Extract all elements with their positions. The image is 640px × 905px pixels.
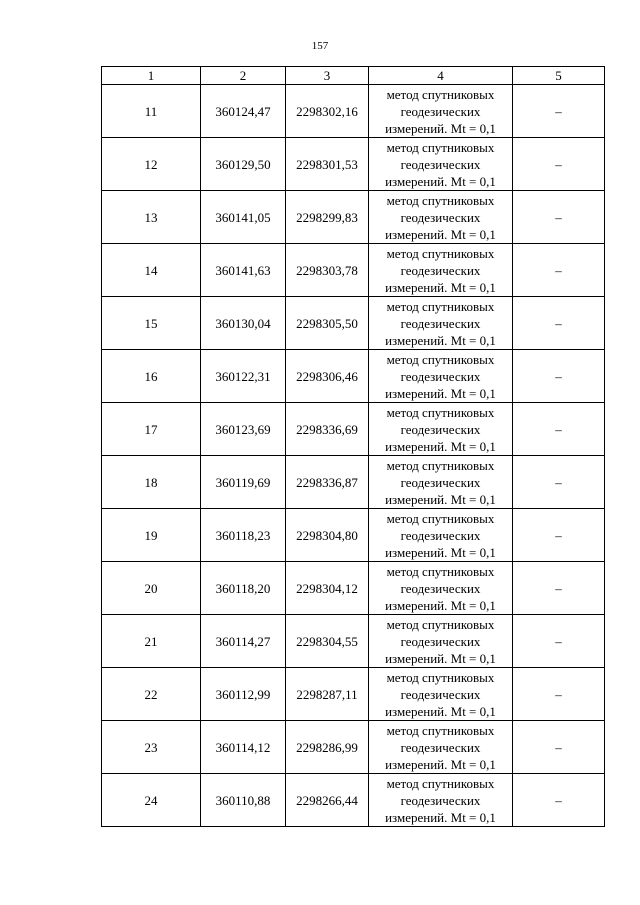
note-cell: –: [513, 297, 605, 350]
point-number-cell: 12: [102, 138, 201, 191]
table-row: [102, 456, 605, 509]
x-coordinate-cell: 360119,69: [201, 456, 286, 509]
table-row: [102, 350, 605, 403]
x-coordinate-cell: 360124,47: [201, 85, 286, 138]
table-row: [102, 509, 605, 562]
note-cell: –: [513, 668, 605, 721]
method-cell: метод спутниковых геодезических измерений. Mt = 0,1: [369, 615, 513, 668]
y-coordinate-cell: 2298336,87: [286, 456, 369, 509]
table-row: [102, 403, 605, 456]
x-coordinate-cell: 360112,99: [201, 668, 286, 721]
table-row: [102, 668, 605, 721]
point-number-cell: 14: [102, 244, 201, 297]
page-number: 157: [311, 40, 329, 52]
method-cell: метод спутниковых геодезических измерений. Mt = 0,1: [369, 244, 513, 297]
table-row: [102, 297, 605, 350]
y-coordinate-cell: 2298287,11: [286, 668, 369, 721]
y-coordinate-cell: 2298336,69: [286, 403, 369, 456]
x-coordinate-cell: 360114,27: [201, 615, 286, 668]
method-cell: метод спутниковых геодезических измерений. Mt = 0,1: [369, 668, 513, 721]
header-col-5: 5: [513, 67, 605, 85]
note-cell: –: [513, 721, 605, 774]
y-coordinate-cell: 2298303,78: [286, 244, 369, 297]
method-cell: метод спутниковых геодезических измерений. Mt = 0,1: [369, 350, 513, 403]
table-row: [102, 85, 605, 138]
x-coordinate-cell: 360130,04: [201, 297, 286, 350]
y-coordinate-cell: 2298286,99: [286, 721, 369, 774]
note-cell: –: [513, 509, 605, 562]
note-cell: –: [513, 403, 605, 456]
header-col-2: 2: [201, 67, 286, 85]
x-coordinate-cell: 360110,88: [201, 774, 286, 827]
coordinates-table: [101, 66, 605, 827]
table-row: [102, 191, 605, 244]
method-cell: метод спутниковых геодезических измерений. Mt = 0,1: [369, 456, 513, 509]
table-row: [102, 138, 605, 191]
point-number-cell: 13: [102, 191, 201, 244]
point-number-cell: 23: [102, 721, 201, 774]
y-coordinate-cell: 2298299,83: [286, 191, 369, 244]
y-coordinate-cell: 2298301,53: [286, 138, 369, 191]
x-coordinate-cell: 360118,23: [201, 509, 286, 562]
y-coordinate-cell: 2298304,80: [286, 509, 369, 562]
note-cell: –: [513, 85, 605, 138]
method-cell: метод спутниковых геодезических измерений. Mt = 0,1: [369, 191, 513, 244]
note-cell: –: [513, 774, 605, 827]
header-col-4: 4: [369, 67, 513, 85]
note-cell: –: [513, 562, 605, 615]
header-col-3: 3: [286, 67, 369, 85]
note-cell: –: [513, 138, 605, 191]
x-coordinate-cell: 360129,50: [201, 138, 286, 191]
point-number-cell: 11: [102, 85, 201, 138]
table-row: [102, 774, 605, 827]
note-cell: –: [513, 191, 605, 244]
y-coordinate-cell: 2298304,55: [286, 615, 369, 668]
header-col-1: 1: [102, 67, 201, 85]
method-cell: метод спутниковых геодезических измерений. Mt = 0,1: [369, 403, 513, 456]
method-cell: метод спутниковых геодезических измерений. Mt = 0,1: [369, 509, 513, 562]
method-cell: метод спутниковых геодезических измерений. Mt = 0,1: [369, 138, 513, 191]
header-row: [102, 67, 605, 85]
method-cell: метод спутниковых геодезических измерений. Mt = 0,1: [369, 297, 513, 350]
point-number-cell: 16: [102, 350, 201, 403]
table-row: [102, 562, 605, 615]
y-coordinate-cell: 2298304,12: [286, 562, 369, 615]
point-number-cell: 21: [102, 615, 201, 668]
table-row: [102, 615, 605, 668]
note-cell: –: [513, 456, 605, 509]
x-coordinate-cell: 360141,05: [201, 191, 286, 244]
point-number-cell: 22: [102, 668, 201, 721]
point-number-cell: 18: [102, 456, 201, 509]
x-coordinate-cell: 360122,31: [201, 350, 286, 403]
y-coordinate-cell: 2298266,44: [286, 774, 369, 827]
method-cell: метод спутниковых геодезических измерений. Mt = 0,1: [369, 721, 513, 774]
table-row: [102, 244, 605, 297]
x-coordinate-cell: 360114,12: [201, 721, 286, 774]
point-number-cell: 24: [102, 774, 201, 827]
point-number-cell: 15: [102, 297, 201, 350]
note-cell: –: [513, 244, 605, 297]
method-cell: метод спутниковых геодезических измерений. Mt = 0,1: [369, 774, 513, 827]
method-cell: метод спутниковых геодезических измерений. Mt = 0,1: [369, 562, 513, 615]
table-body: [102, 85, 605, 827]
point-number-cell: 17: [102, 403, 201, 456]
x-coordinate-cell: 360118,20: [201, 562, 286, 615]
y-coordinate-cell: 2298302,16: [286, 85, 369, 138]
table-header: [102, 67, 605, 85]
note-cell: –: [513, 350, 605, 403]
note-cell: –: [513, 615, 605, 668]
x-coordinate-cell: 360141,63: [201, 244, 286, 297]
y-coordinate-cell: 2298306,46: [286, 350, 369, 403]
point-number-cell: 19: [102, 509, 201, 562]
y-coordinate-cell: 2298305,50: [286, 297, 369, 350]
point-number-cell: 20: [102, 562, 201, 615]
table-row: [102, 721, 605, 774]
x-coordinate-cell: 360123,69: [201, 403, 286, 456]
method-cell: метод спутниковых геодезических измерений. Mt = 0,1: [369, 85, 513, 138]
